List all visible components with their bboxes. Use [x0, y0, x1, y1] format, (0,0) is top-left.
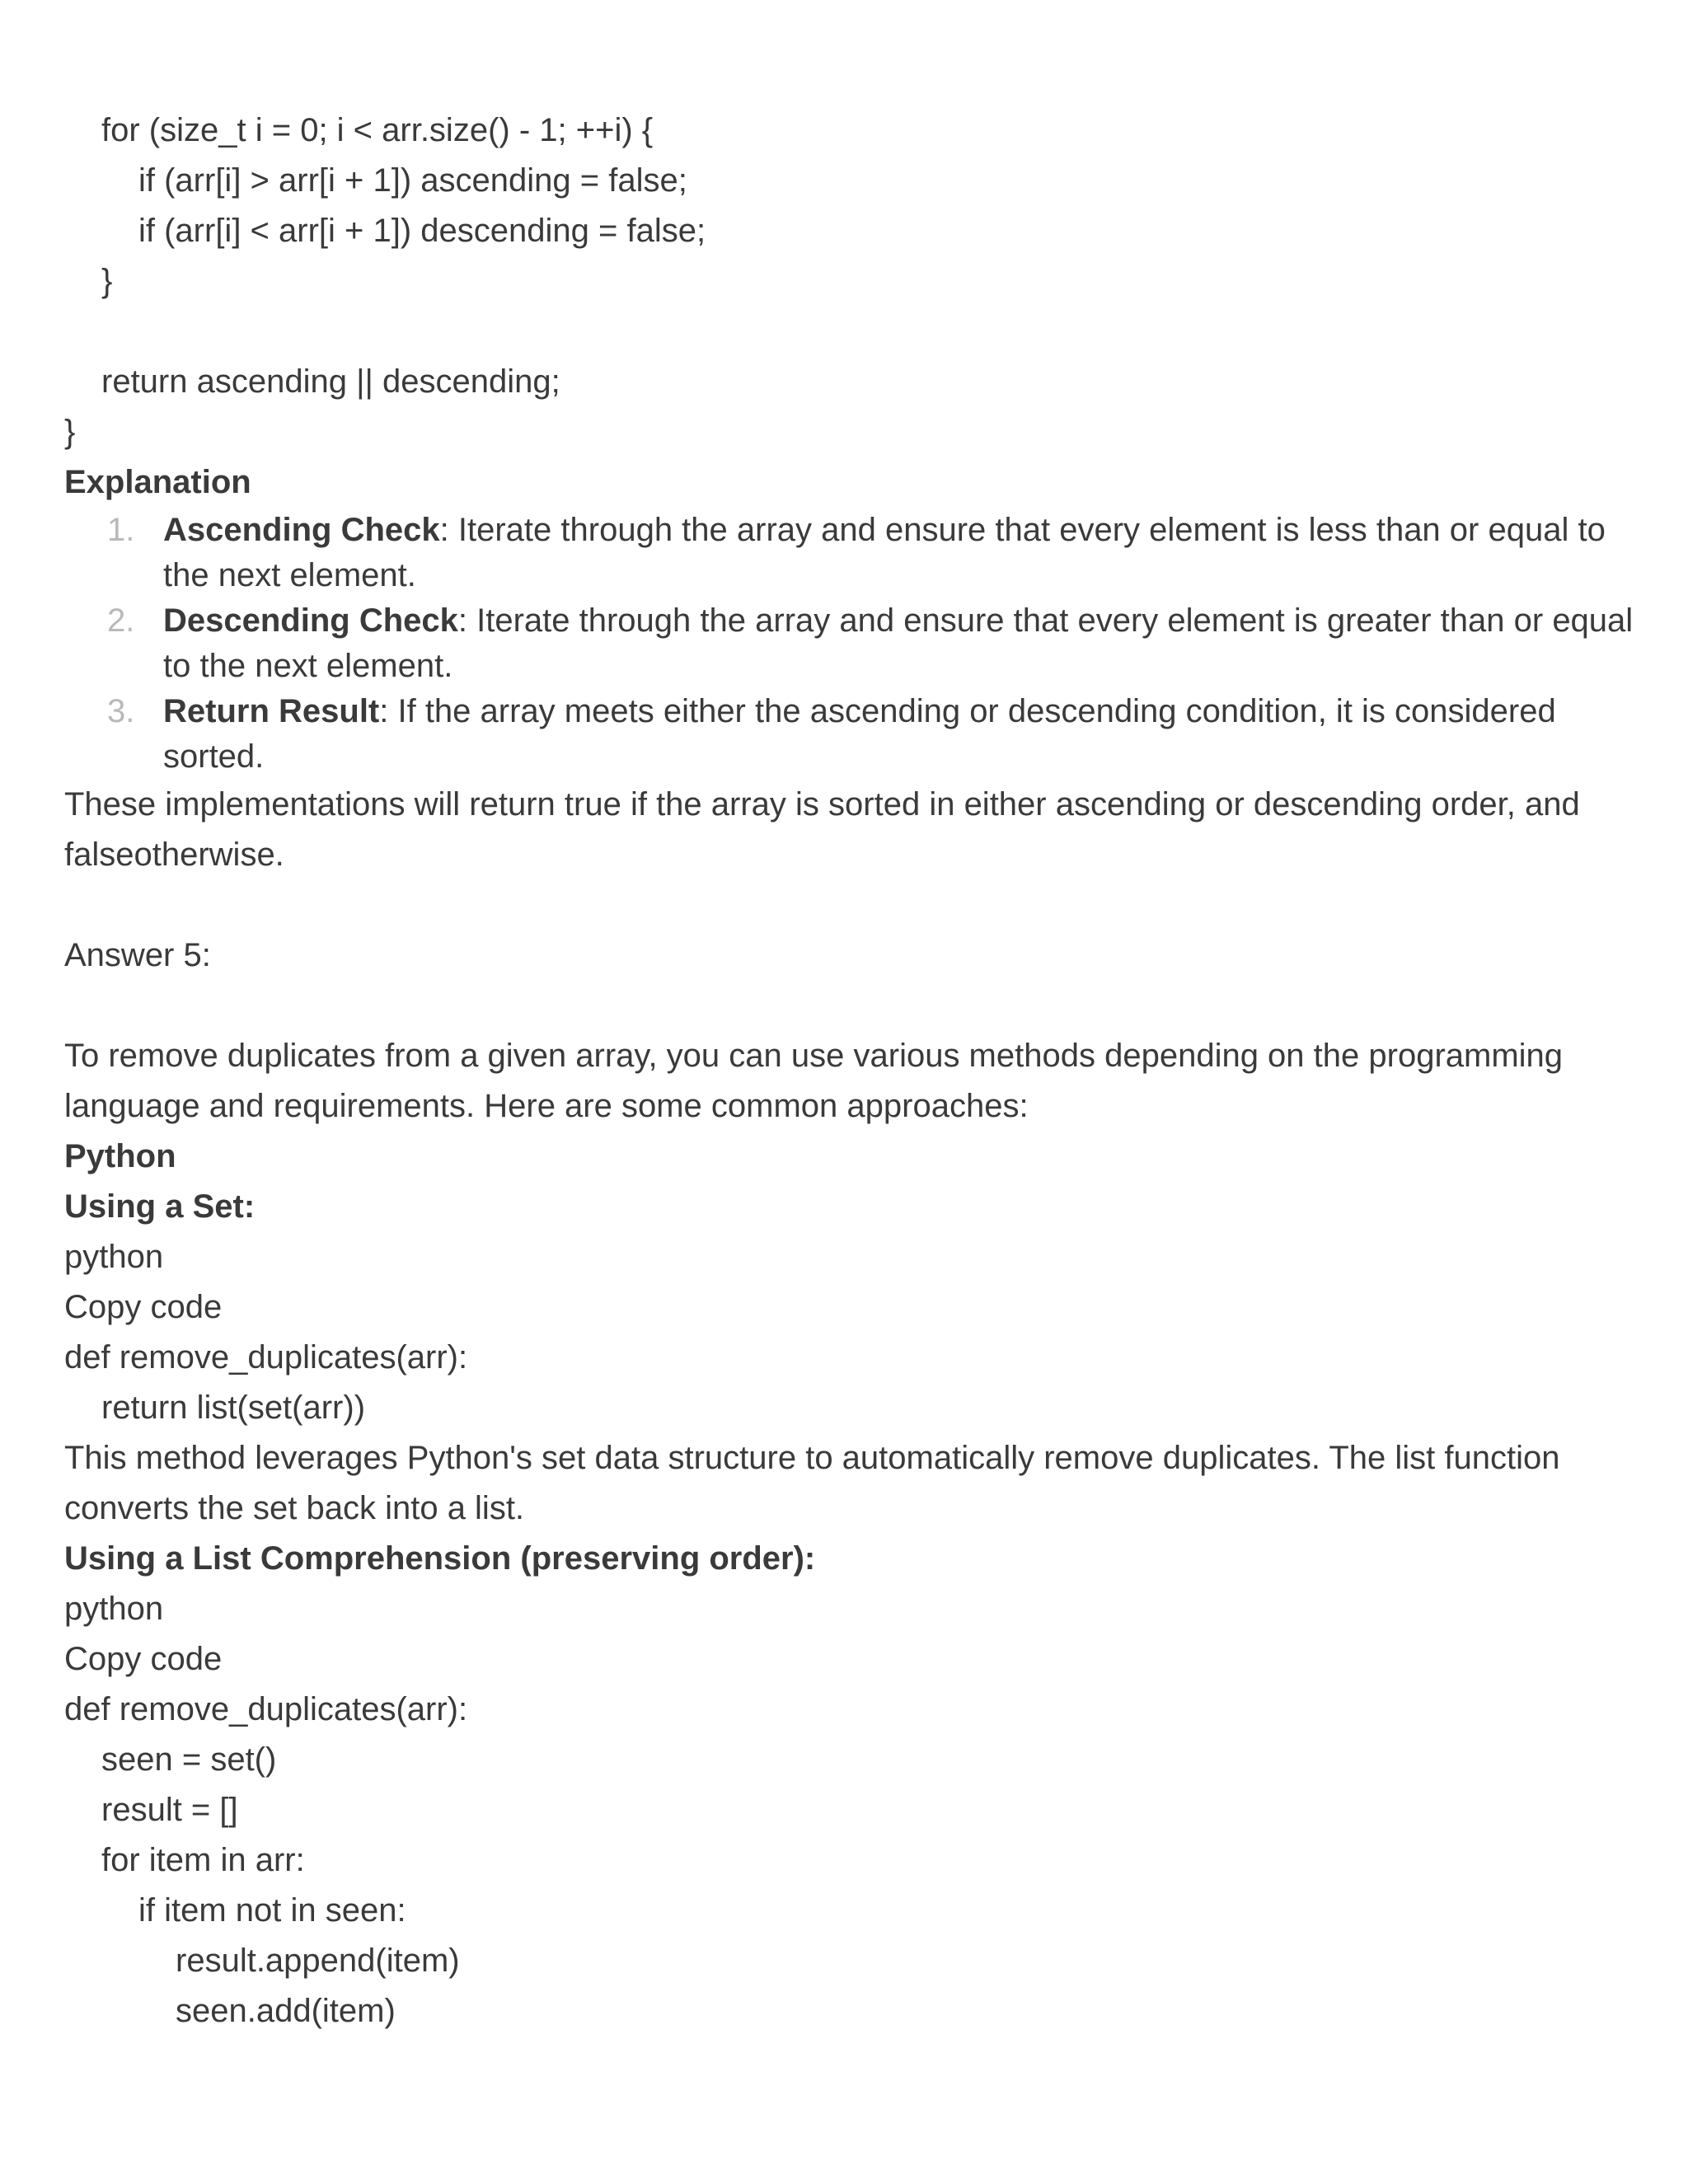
code-line: if (arr[i] > arr[i + 1]) ascending = false;: [138, 162, 687, 199]
intro-paragraph: To remove duplicates from a given array, you can use various methods depending on the programming language and requirements. Here are some common approaches:: [64, 1038, 1564, 1124]
list-desc: : If the array meets either the ascending or descending condition, it is considered sorted.: [163, 693, 1556, 775]
code-line: }: [101, 263, 113, 299]
blank-line: [64, 880, 1647, 930]
code-line: seen.add(item): [176, 1993, 396, 2029]
list-item: [64, 508, 1647, 598]
list-item: [64, 598, 1647, 689]
code-line: if (arr[i] < arr[i + 1]) descending = false;: [138, 213, 706, 249]
answer-label: Answer 5:: [64, 937, 211, 973]
list-term: Return Result: [163, 693, 380, 729]
code-line: result.append(item): [176, 1943, 460, 1979]
blank-line: [64, 307, 1647, 357]
list-number: 3.: [107, 693, 135, 729]
list-term: Ascending Check: [163, 512, 440, 548]
method-heading-set: Using a Set:: [64, 1188, 256, 1225]
code-language-label: python: [64, 1239, 164, 1275]
copy-code-button[interactable]: Copy code: [64, 1289, 223, 1325]
explanation-heading: Explanation: [64, 464, 251, 500]
blank-line: [64, 981, 1647, 1031]
language-heading: Python: [64, 1138, 176, 1174]
code-line: return ascending || descending;: [101, 363, 560, 400]
list-desc: : Iterate through the array and ensure that every element is greater than or equal to the next element.: [163, 602, 1634, 684]
code-line: result = []: [101, 1792, 238, 1828]
code-language-label: python: [64, 1591, 164, 1627]
list-number: 1.: [107, 512, 135, 548]
code-line: for (size_t i = 0; i < arr.size() - 1; ++i) {: [101, 112, 654, 148]
set-description: This method leverages Python's set data structure to automatically remove duplicates. The list function converts the set back into a list.: [64, 1440, 1560, 1526]
list-desc: : Iterate through the array and ensure that every element is less than or equal to the next element.: [163, 512, 1606, 593]
document: [64, 105, 1647, 2036]
explanation-list: [64, 508, 1647, 780]
summary-paragraph: These implementations will return true if the array is sorted in either ascending or descending order, and falseotherwise.: [64, 786, 1580, 873]
copy-code-button[interactable]: Copy code: [64, 1641, 223, 1677]
list-number: 2.: [107, 602, 135, 639]
code-line: def remove_duplicates(arr):: [64, 1691, 468, 1727]
code-line: }: [64, 414, 76, 450]
code-line: return list(set(arr)): [101, 1390, 366, 1426]
list-term: Descending Check: [163, 602, 458, 639]
code-line: if item not in seen:: [138, 1892, 406, 1929]
code-line: seen = set(): [101, 1741, 277, 1778]
list-item: [64, 689, 1647, 780]
method-heading-list-comprehension: Using a List Comprehension (preserving order):: [64, 1540, 816, 1577]
code-line: for item in arr:: [101, 1842, 305, 1878]
code-line: def remove_duplicates(arr):: [64, 1339, 468, 1376]
